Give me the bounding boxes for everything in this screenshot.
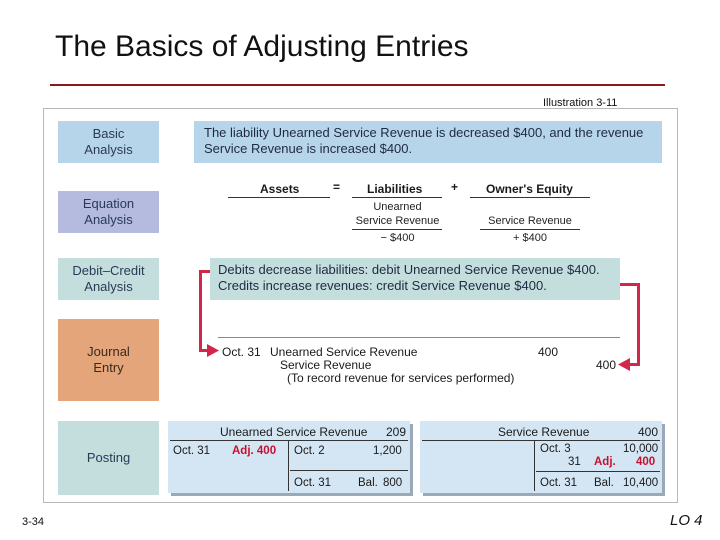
t-right-amount: 1,200 — [373, 445, 402, 457]
journal-credit-amount: 400 — [596, 358, 617, 372]
debit-credit-line-2: Credits increase revenues: credit Service Revenue $400. — [218, 278, 547, 293]
left-bracket-vertical — [199, 270, 202, 352]
equation-owners-equity: Owner's Equity — [486, 182, 573, 196]
equation-equals-sign: = — [333, 180, 341, 194]
journal-date: Oct. 31 — [222, 345, 261, 359]
journal-entry-box — [58, 319, 159, 401]
equation-liabilities: Liabilities — [367, 182, 423, 196]
t-adjust-amount: 400 — [636, 456, 656, 468]
t-account-unearned-service-revenue — [168, 421, 410, 493]
t-right-amount: 10,000 — [623, 443, 659, 455]
t-right-date: Oct. 2 — [294, 445, 325, 457]
right-arrow-head-icon — [618, 358, 630, 371]
t-balance-label: Bal. — [358, 477, 378, 489]
t-account-horizontal-rule — [422, 440, 660, 441]
title-divider — [50, 84, 665, 86]
liability-account-name: Unearned Service Revenue — [355, 201, 440, 227]
t-balance-amount: 10,400 — [623, 477, 659, 489]
assets-underline — [228, 197, 330, 198]
t-balance-date: Oct. 31 — [540, 477, 578, 489]
equity-change: + $400 — [513, 232, 547, 244]
t-adjust-label: Adj. — [594, 456, 616, 468]
t-account-title: Unearned Service Revenue — [220, 425, 368, 439]
journal-debit-amount: 400 — [538, 345, 559, 359]
t-adjust-date: 31 — [568, 456, 581, 468]
equation-plus-sign: + — [451, 180, 459, 194]
journal-debit-account: Unearned Service Revenue — [270, 345, 418, 359]
t-balance-rule — [290, 470, 408, 471]
equation-analysis-box — [58, 191, 159, 233]
t-left-date: Oct. 31 — [173, 445, 211, 457]
equity-account-underline — [480, 229, 580, 230]
left-arrow-head-icon — [207, 344, 219, 357]
equity-underline — [470, 197, 590, 198]
liability-account-underline — [352, 229, 442, 230]
basic-analysis-box — [58, 121, 159, 163]
t-account-title: Service Revenue — [498, 425, 590, 439]
journal-explanation: (To record revenue for services performed) — [287, 371, 515, 385]
slide-title: The Basics of Adjusting Entries — [55, 30, 469, 63]
journal-credit-account: Service Revenue — [280, 358, 372, 372]
equation-analysis-label: Equation Analysis — [82, 196, 135, 227]
t-account-horizontal-rule — [170, 440, 408, 441]
page-number: 3-34 — [22, 516, 45, 528]
basic-analysis-label: Basic Analysis — [84, 126, 133, 157]
debit-credit-text-box — [210, 258, 620, 300]
t-account-number: 400 — [638, 425, 659, 439]
equation-assets: Assets — [260, 182, 300, 196]
equity-account-name: Service Revenue — [488, 215, 572, 227]
posting-box — [58, 421, 159, 495]
t-account-number: 209 — [386, 425, 407, 439]
liabilities-underline — [352, 197, 442, 198]
debit-credit-analysis-box — [58, 258, 159, 300]
journal-top-rule — [218, 337, 620, 338]
learning-objective-tag: LO 4 — [670, 512, 703, 529]
t-balance-date: Oct. 31 — [294, 477, 332, 489]
basic-analysis-text: The liability Unearned Service Revenue is decreased $400, and the revenue Service Revenue is increased $400. — [194, 121, 662, 163]
right-bracket-vertical — [637, 283, 640, 366]
illustration-label: Illustration 3-11 — [543, 97, 618, 109]
t-left-adjustment: Adj. 400 — [232, 445, 277, 457]
t-balance-label: Bal. — [594, 477, 614, 489]
t-account-vertical-rule — [288, 440, 289, 491]
t-balance-rule — [536, 471, 660, 472]
t-account-service-revenue — [420, 421, 662, 493]
t-account-vertical-rule — [534, 440, 535, 491]
t-balance-amount: 800 — [383, 477, 403, 489]
debit-credit-analysis-label: Debit–Credit Analysis — [72, 263, 145, 294]
t-right-date: Oct. 3 — [540, 443, 571, 455]
liability-change: − $400 — [380, 232, 415, 244]
debit-credit-line-1: Debits decrease liabilities: debit Unearned Service Revenue $400. — [218, 262, 600, 277]
journal-entry-label: Journal Entry — [87, 344, 130, 375]
posting-label: Posting — [86, 450, 131, 465]
